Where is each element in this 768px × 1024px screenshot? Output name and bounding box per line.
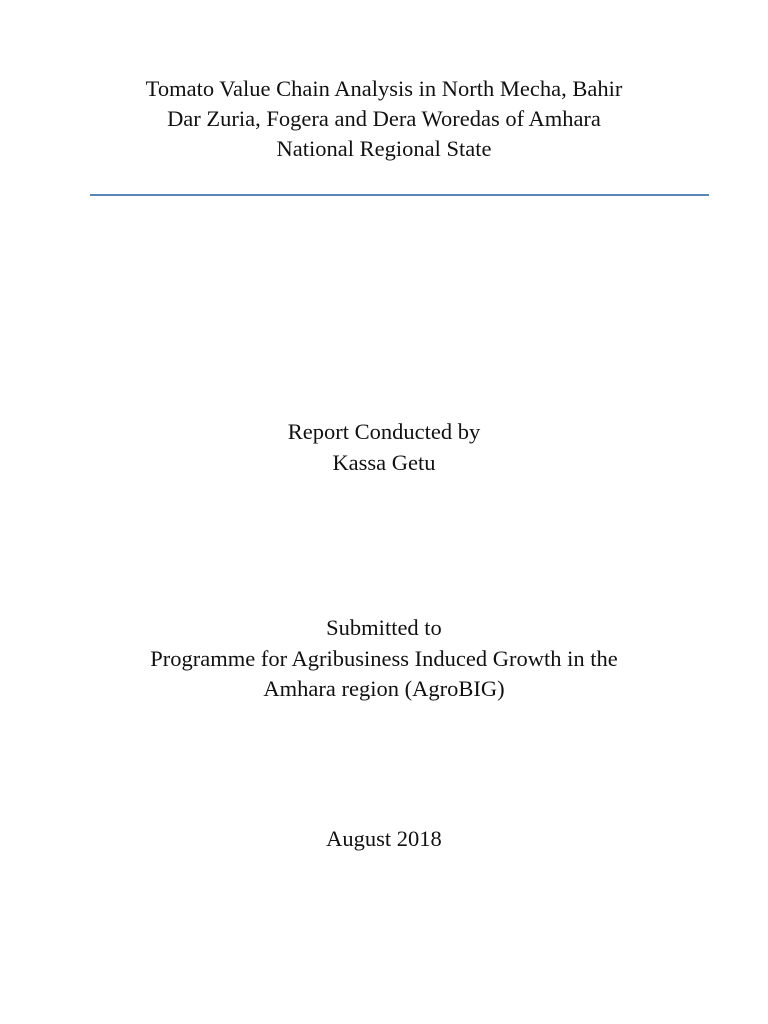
organization-line-2: Amhara region (AgroBIG) [263,676,505,701]
title-line-2: Dar Zuria, Fogera and Dera Woredas of Amhara [167,106,601,131]
conducted-by-label: Report Conducted by [287,419,481,444]
report-date: August 2018 [326,826,442,851]
organization-line-1: Programme for Agribusiness Induced Growth in the [150,646,618,671]
title-line-1: Tomato Value Chain Analysis in North Mecha, Bahir [145,76,623,101]
title-divider [90,194,709,196]
author-name: Kassa Getu [332,450,436,475]
title-line-3: National Regional State [276,136,492,161]
submitted-to-label: Submitted to [326,615,442,640]
